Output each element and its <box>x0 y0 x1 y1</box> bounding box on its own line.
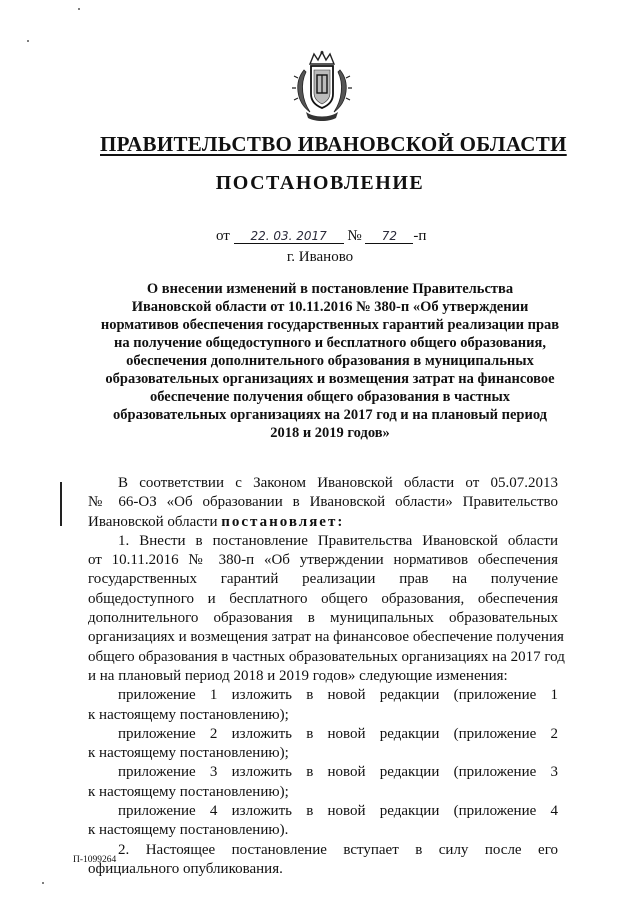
item1-line: от 10.11.2016 № 380-п «Об утверждении нормативов обеспечения <box>88 552 558 569</box>
handwritten-number: 72 <box>365 229 413 244</box>
subject-line: образовательных организациях и возмещения затрат на финансовое <box>105 371 555 387</box>
appendix-item-cont: к настоящему постановлению); <box>88 783 289 800</box>
item1-line: общедоступного и бесплатного общего образования, обеспечения <box>88 590 558 607</box>
appendix-item-cont: к настоящему постановлению). <box>88 822 289 839</box>
appendix-item: приложение 2 изложить в новой редакции (приложение 2 <box>118 725 558 742</box>
handwritten-date: 22. 03. 2017 <box>234 229 344 244</box>
intro-line: № 66-ОЗ «Об образовании в Ивановской области» Правительство <box>88 494 558 511</box>
item2-line: 2. Настоящее постановление вступает в силу после его <box>118 841 558 858</box>
number-label: № <box>347 228 362 244</box>
subject-line: О внесении изменений в постановление Правительства <box>146 281 514 297</box>
scan-speck <box>27 40 29 42</box>
item1-line: 1. Внести в постановление Правительства Ивановской области <box>118 532 558 549</box>
decree-word: постановляет: <box>221 513 345 530</box>
item1-line: организациях и возмещения затрат на финансовое обеспечение получения <box>88 629 564 646</box>
margin-mark <box>60 482 62 526</box>
document-body <box>88 474 565 879</box>
scan-speck <box>42 882 44 884</box>
item1-line: дополнительного образования в муниципальных образовательных <box>88 610 558 627</box>
appendix-item: приложение 3 изложить в новой редакции (приложение 3 <box>118 764 558 781</box>
subject-line: 2018 и 2019 годов» <box>270 425 390 441</box>
intro-line: В соответствии с Законом Ивановской области от 05.07.2013 <box>118 475 558 491</box>
coat-of-arms-icon <box>290 50 354 122</box>
item1-line: государственных гарантий реализации прав на получение <box>88 571 558 588</box>
subject-line: нормативов обеспечения государственных гарантий реализации прав <box>100 317 560 333</box>
item1-line: и на плановый период 2018 и 2019 годов» следующие изменения: <box>88 667 508 684</box>
appendix-item: приложение 4 изложить в новой редакции (приложение 4 <box>118 803 558 820</box>
item1-line: общего образования в частных образовательных организациях на 2017 год <box>88 648 565 665</box>
subject-line: обеспечения дополнительного образования в муниципальных <box>126 353 534 369</box>
government-title: ПРАВИТЕЛЬСТВО ИВАНОВСКОЙ ОБЛАСТИ <box>100 132 567 156</box>
dateline <box>216 228 426 245</box>
date-from-label: от <box>216 228 230 244</box>
number-suffix: -п <box>413 228 427 244</box>
document-code: П-1099264 <box>73 855 117 865</box>
city: г. Иваново <box>286 249 354 265</box>
subject-line: на получение общедоступного и бесплатного общего образования, <box>114 335 546 351</box>
item2-line: официального опубликования. <box>88 860 283 877</box>
subject-line: обеспечение получения общего образования в частных <box>149 389 511 405</box>
subject-line: Ивановской области от 10.11.2016 № 380-п «Об утверждении <box>131 299 529 315</box>
intro-prefix: Ивановской области <box>88 513 218 530</box>
appendix-item-cont: к настоящему постановлению); <box>88 706 289 723</box>
subject-line: образовательных организациях на 2017 год и на плановый период <box>113 407 547 423</box>
document-type: ПОСТАНОВЛЕНИЕ <box>215 172 425 194</box>
appendix-item-cont: к настоящему постановлению); <box>88 745 289 762</box>
scan-speck <box>78 8 80 10</box>
appendix-item: приложение 1 изложить в новой редакции (приложение 1 <box>118 687 558 704</box>
intro-line <box>88 513 558 532</box>
document-subject <box>90 280 570 442</box>
